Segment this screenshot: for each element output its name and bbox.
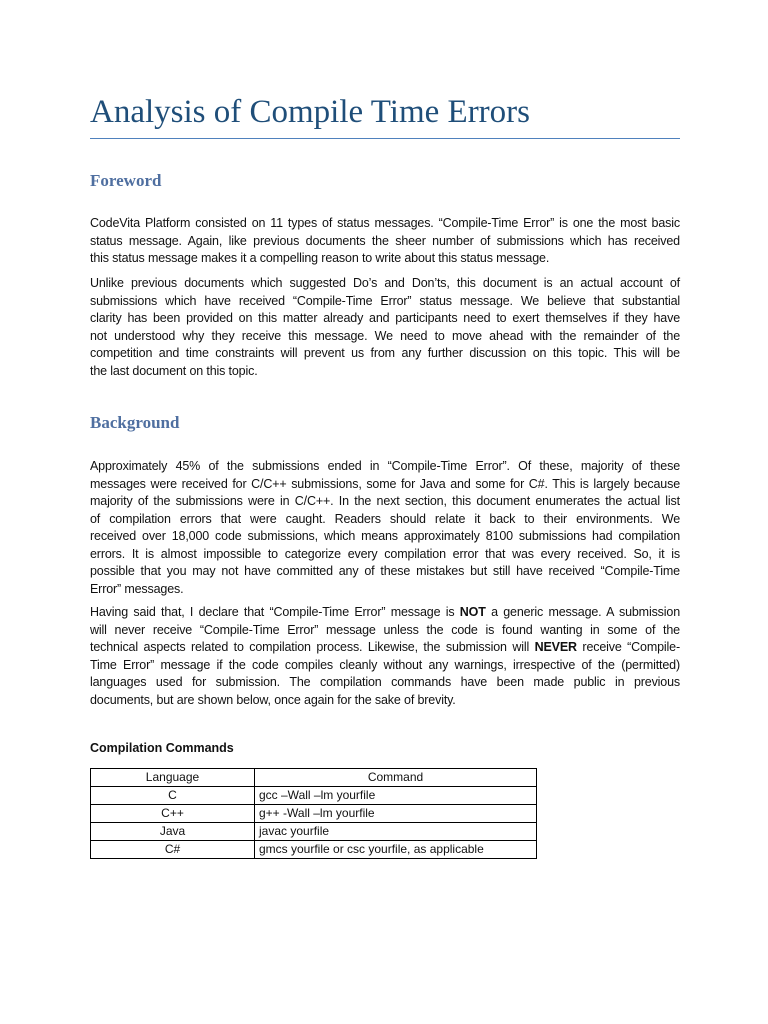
- text-run: a generic message. A submission: [485, 605, 680, 619]
- heading-foreword: Foreword: [90, 171, 162, 190]
- text-line: submissions which have received “Compile-Time Error” status message. We believe that substantial: [90, 293, 680, 308]
- text-line: languages used for submission. The compilation commands have been made public in previous: [90, 675, 680, 689]
- foreword-paragraph-1: [90, 215, 680, 268]
- compilation-commands-table: [90, 768, 537, 859]
- text-line: Approximately 45% of the submissions ended in “Compile-Time Error”. Of these, majority of these: [90, 459, 680, 473]
- background-paragraph-1: [90, 458, 680, 598]
- foreword-paragraph-2: [90, 275, 680, 380]
- text-line: majority of the submissions were in C/C++. In the next section, this document enumerates the actual list: [90, 494, 680, 508]
- command-cell: gmcs yourfile or csc yourfile, as applicable: [255, 841, 537, 859]
- text-line: CodeVita Platform consisted on 11 types of status messages. “Compile-Time Error” is one the most basic: [90, 216, 680, 230]
- table-row: [91, 823, 537, 841]
- text-line: status message. Again, like previous documents the sheer number of submissions which has received: [90, 233, 680, 248]
- column-header-language: Language: [91, 769, 255, 787]
- text-line: documents, but are shown below, once again for the sake of brevity.: [90, 692, 456, 707]
- text-line: will never receive “Compile-Time Error” message unless the code is found wanting in some of the: [90, 622, 680, 637]
- text-line: the last document on this topic.: [90, 363, 258, 378]
- emphasis-never: NEVER: [534, 640, 577, 654]
- table-header-row: [91, 769, 537, 787]
- heading-background: Background: [90, 413, 180, 432]
- table-row: [91, 841, 537, 859]
- text-line: [90, 604, 680, 622]
- title-underline: [90, 138, 680, 139]
- background-paragraph-2: [90, 604, 680, 709]
- text-line: received over 18,000 code submissions, which means approximately 8100 submissions had compilation: [90, 529, 680, 543]
- language-cell: C#: [91, 841, 255, 859]
- language-cell: C++: [91, 805, 255, 823]
- text-line: Time Error” message if the code compiles cleanly without any warnings, irrespective of the (permitted): [90, 657, 680, 672]
- text-line: Unlike previous documents which suggested Do’s and Don’ts, this document is an actual account of: [90, 276, 680, 290]
- text-line: possible that you may not have committed any of these mistakes but still have received “Compile-Time: [90, 564, 680, 578]
- emphasis-not: NOT: [459, 605, 486, 619]
- text-line: this status message makes it a compelling reason to write about this status message.: [90, 251, 550, 265]
- language-cell: Java: [91, 823, 255, 841]
- text-line: clarity has been provided on this matter already and participants need to exert themselves if they have: [90, 311, 680, 325]
- command-cell: g++ -Wall –lm yourfile: [255, 805, 537, 823]
- document-title: Analysis of Compile Time Errors: [90, 94, 531, 130]
- text-run: receive “Compile-: [576, 640, 680, 654]
- text-line: [90, 639, 680, 657]
- text-line: messages were received for C/C++ submissions, some for Java and some for C#. This is largely because: [90, 476, 680, 491]
- text-line: not understood why they receive this message. We need to move ahead with the remainder of the: [90, 328, 680, 343]
- table-row: [91, 805, 537, 823]
- command-cell: javac yourfile: [255, 823, 537, 841]
- compilation-commands-heading: Compilation Commands: [90, 741, 234, 755]
- text-line: competition and time constraints will prevent us from any further discussion on this topic. This will be: [90, 346, 680, 360]
- column-header-command: Command: [255, 769, 537, 787]
- text-line: errors. It is almost impossible to categorize every compilation error that was every received. So, it is: [90, 546, 680, 561]
- text-line: of compilation errors that were caught. Readers should relate it back to their environments. We: [90, 511, 680, 526]
- table-row: [91, 787, 537, 805]
- text-run: technical aspects related to compilation process. Likewise, the submission will: [90, 640, 535, 654]
- command-cell: gcc –Wall –lm yourfile: [255, 787, 537, 805]
- text-line: Error” messages.: [90, 581, 184, 596]
- text-run: Having said that, I declare that “Compile-Time Error” message is: [90, 605, 460, 619]
- language-cell: C: [91, 787, 255, 805]
